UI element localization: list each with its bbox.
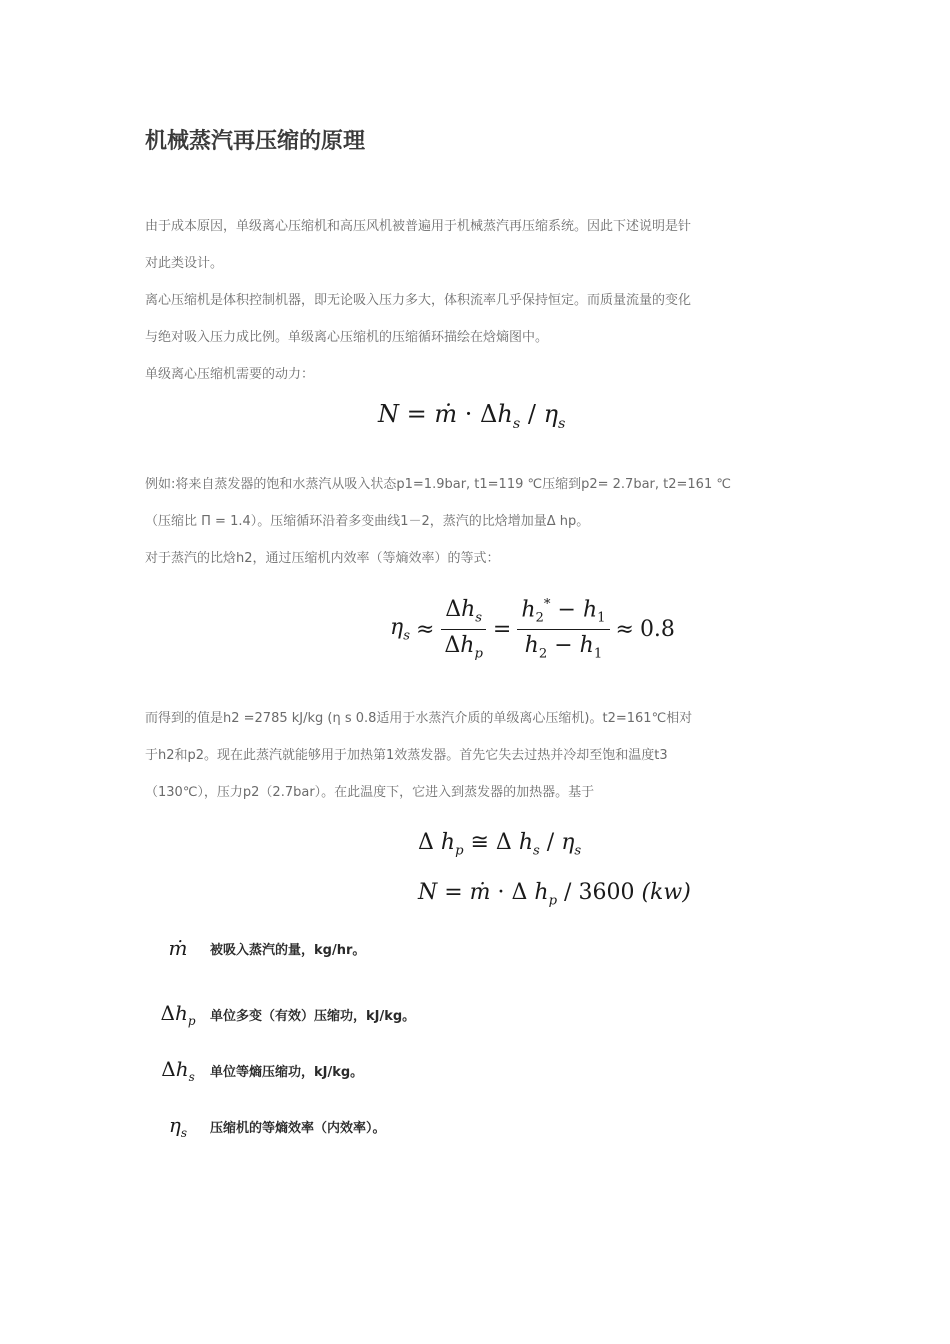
- conversion-constant: 3600: [578, 880, 635, 906]
- paragraph-line: （130℃），压力p2（2.7bar）。在此温度下，它进入到蒸发器的加热器。基于: [145, 785, 595, 800]
- legend-item-isentropic-work: [150, 1052, 363, 1088]
- paragraph-line: 对于蒸汽的比焓h2，通过压缩机内效率（等熵效率）的等式：: [145, 551, 500, 566]
- paragraph-line: 与绝对吸入压力成比例。单级离心压缩机的压缩循环描绘在焓熵图中。: [145, 330, 549, 345]
- paragraph-line: 对此类设计。: [145, 256, 224, 271]
- paragraph-line: 而得到的值是h2 =2785 kJ/kg (η s 0.8适用于水蒸汽介质的单级离心压缩机)。t2=161℃相对: [145, 711, 693, 726]
- paragraph-intro: [145, 208, 815, 393]
- legend-item-efficiency: [150, 1108, 386, 1144]
- power-kw-equation: N = ṁ · Δ $h_p / 3600$ (kw): [418, 880, 691, 909]
- eta-s-symbol: $\eta_s$: [168, 1112, 188, 1140]
- paragraph-line: 例如:将来自蒸发器的饱和水蒸汽从吸入状态p1=1.9bar, t1=119 ℃压缩到p2= 2.7bar, t2=161 ℃: [145, 477, 731, 492]
- paragraph-result: [145, 700, 815, 811]
- legend-text: 被吸入蒸汽的量，kg/hr。: [210, 942, 366, 958]
- unit-label: (kw): [641, 880, 691, 906]
- paragraph-line: 由于成本原因，单级离心压缩机和高压风机被普遍用于机械蒸汽再压缩系统。因此下述说明是针: [145, 219, 692, 234]
- power-equation: N = ṁ · $\Delta h_s / \eta_s$: [378, 400, 566, 432]
- legend-item-polytropic-work: [150, 996, 415, 1032]
- delta-h-s-symbol: $\Delta h_s$: [161, 1056, 195, 1084]
- paragraph-line: 离心压缩机是体积控制机器，即无论吸入压力多大，体积流率几乎保持恒定。而质量流量的变化: [145, 293, 692, 308]
- legend-text: 单位等熵压缩功，kJ/kg。: [210, 1064, 364, 1080]
- legend-item-mass-flow: [150, 930, 365, 966]
- polytropic-work-equation: Δ $h_p$ ≅ Δ $h_s / \eta_s$: [418, 830, 582, 859]
- page-title: 机械蒸汽再压缩的原理: [145, 129, 366, 154]
- mass-flow-symbol: ṁ: [168, 936, 188, 960]
- legend-text: 单位多变（有效）压缩功，kJ/kg。: [210, 1008, 416, 1024]
- work-equations: [418, 822, 691, 923]
- efficiency-value: 0.8: [639, 616, 675, 642]
- legend-text: 压缩机的等熵效率（内效率）。: [210, 1120, 386, 1136]
- paragraph-example: [145, 466, 815, 577]
- efficiency-equation: $\eta_s$ ≈ $\frac{\Delta h_s}{\Delta h_p}$ = $\frac{h_2^* - h_1}{h_2 - h_1}$ ≈ 0.8: [390, 597, 675, 662]
- paragraph-line: （压缩比 Π = 1.4）。压缩循环沿着多变曲线1－2，蒸汽的比焓增加量Δ hp。: [145, 514, 590, 529]
- delta-h-p-symbol: $\Delta h_p$: [160, 1000, 196, 1028]
- paragraph-line: 单级离心压缩机需要的动力：: [145, 367, 315, 382]
- paragraph-line: 于h2和p2。现在此蒸汽就能够用于加热第1效蒸发器。首先它失去过热并冷却至饱和温度t3: [145, 748, 668, 763]
